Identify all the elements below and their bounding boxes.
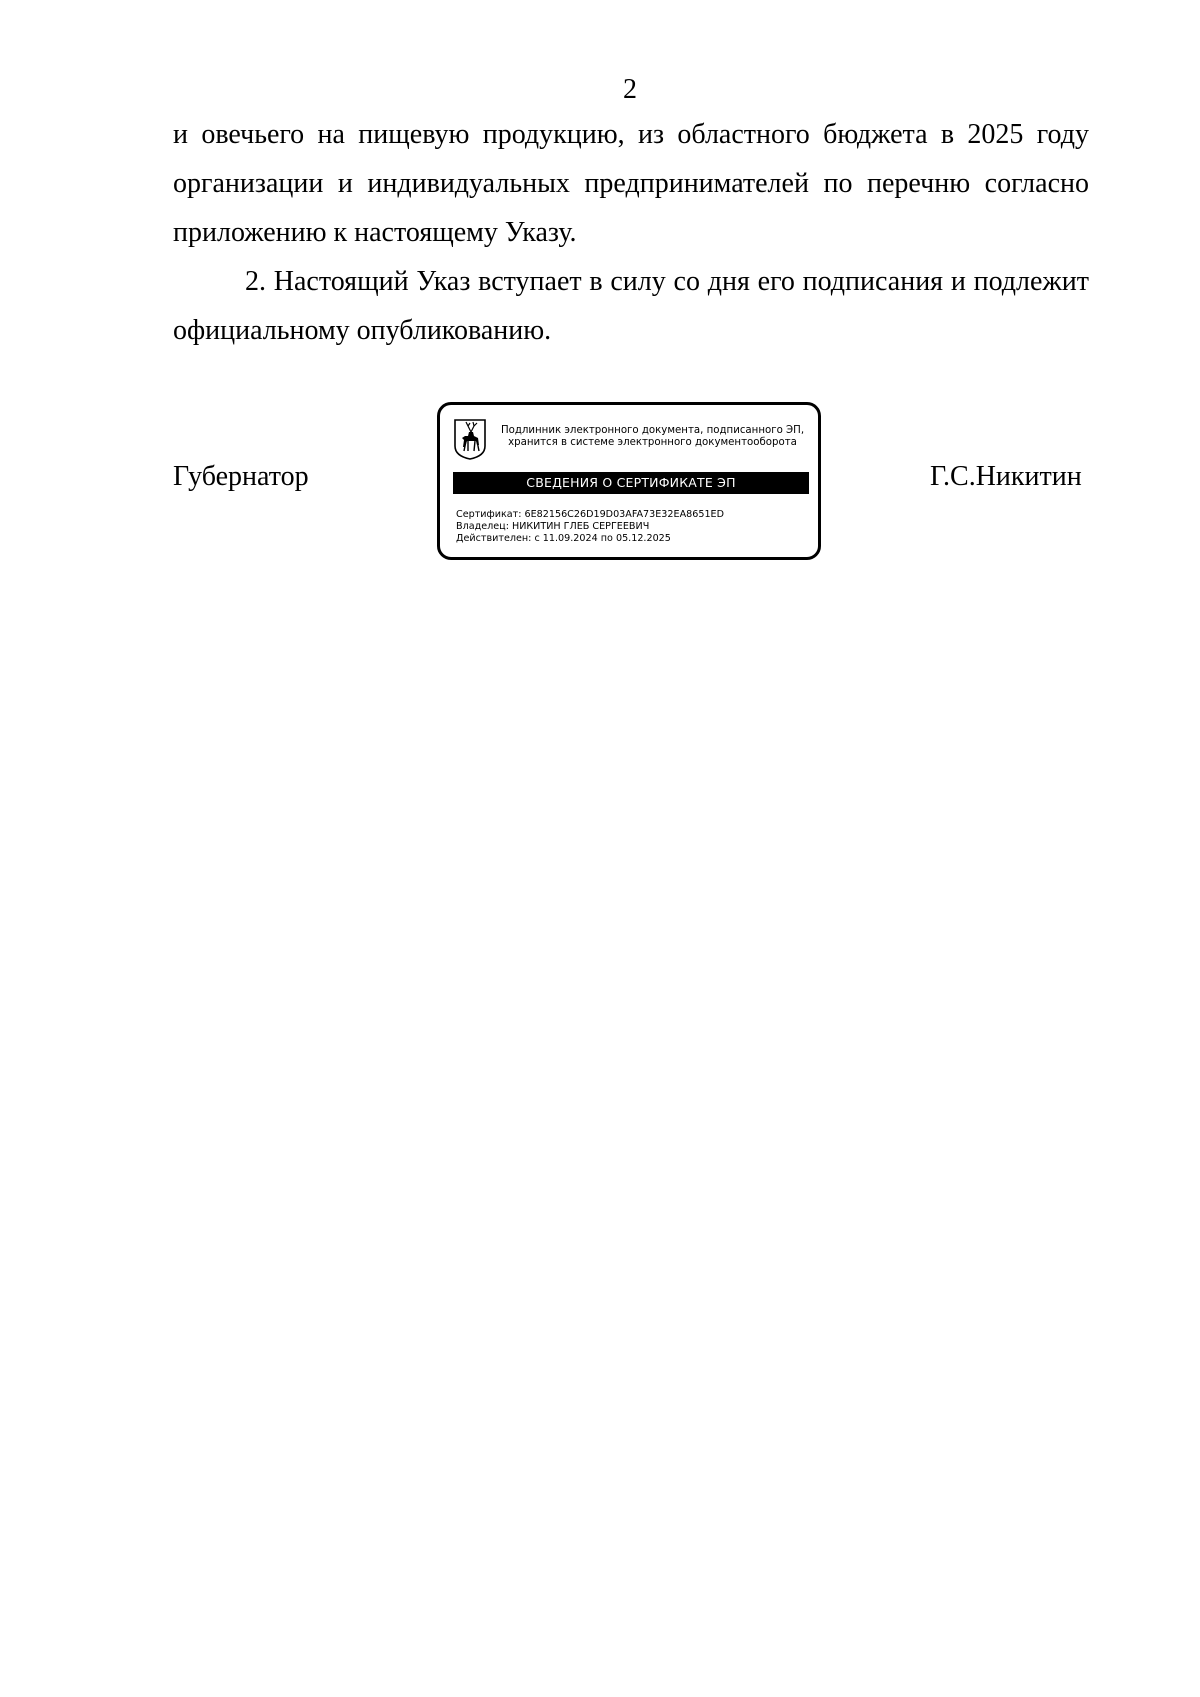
deer-emblem-icon <box>453 418 487 460</box>
stamp-validity: Действителен: с 11.09.2024 по 05.12.2025 <box>456 533 671 544</box>
stamp-details <box>456 509 724 545</box>
electronic-signature-stamp <box>437 402 821 560</box>
stamp-header-line-2: хранится в системе электронного документооборота <box>508 437 797 448</box>
stamp-certificate: Сертификат: 6E82156C26D19D03AFA73E32EA8651ED <box>456 509 725 520</box>
body-paragraph-2: 2. Настоящий Указ вступает в силу со дня его подписания и подлежит официальному опубликованию. <box>173 266 1089 346</box>
signer-position: Губернатор <box>173 461 309 492</box>
stamp-header <box>490 425 815 449</box>
stamp-owner: Владелец: НИКИТИН ГЛЕБ СЕРГЕЕВИЧ <box>456 521 650 532</box>
signer-name: Г.С.Никитин <box>930 461 1082 492</box>
body-paragraph-1: и овечьего на пищевую продукцию, из областного бюджета в 2025 году организации и индивидуальных предпринимателей по перечню согласно приложению к настоящему Указу. <box>173 119 1089 248</box>
stamp-header-line-1: Подлинник электронного документа, подписанного ЭП, <box>500 425 805 436</box>
stamp-band-title: СВЕДЕНИЯ О СЕРТИФИКАТЕ ЭП <box>453 472 809 494</box>
page-number: 2 <box>623 74 637 105</box>
